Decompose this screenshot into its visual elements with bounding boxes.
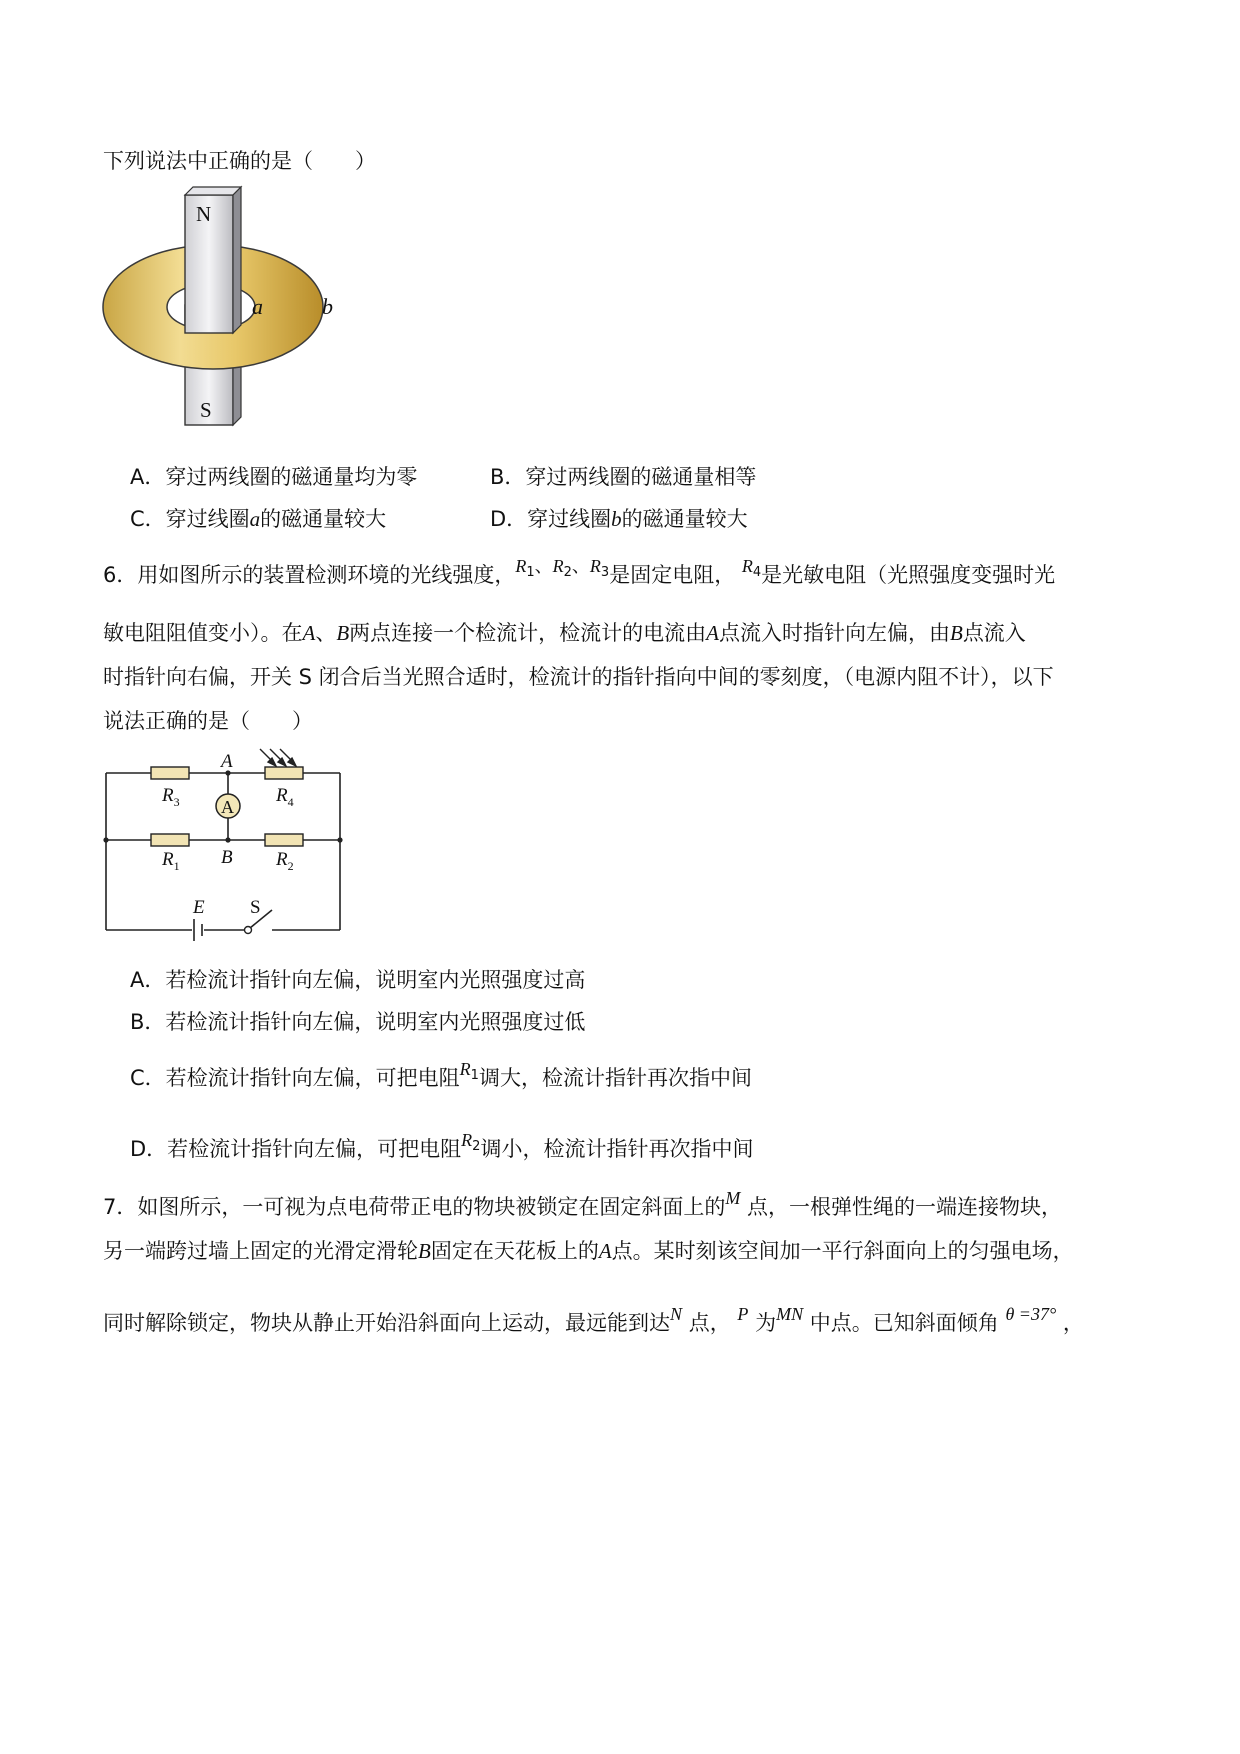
q6-line-2: 敏电阻阻值变小）。在A、B两点连接一个检流计，检流计的电流由A点流入时指针向左偏，由B点流入: [103, 621, 1026, 645]
q5-option-c: C．穿过线圈a的磁通量较大: [130, 507, 387, 531]
r4-label: $R_4$: [276, 785, 294, 809]
q5-stem: 下列说法中正确的是（ ）: [103, 149, 376, 173]
resistor-r3: [151, 767, 189, 779]
q7-line-2: 另一端跨过墙上固定的光滑定滑轮B固定在天花板上的A点。某时刻该空间加一平行斜面向上的匀强电场，: [103, 1239, 1074, 1263]
q5-option-b: B．穿过两线圈的磁通量相等: [490, 465, 757, 489]
q6-option-c: C．若检流计指针向左偏，可把电阻$R_1$调大，检流计指针再次指中间: [130, 1059, 752, 1090]
r2-label: $R_2$: [276, 849, 294, 873]
q5-option-a: A．穿过两线圈的磁通量均为零: [130, 465, 418, 489]
q6-option-b: B．若检流计指针向左偏，说明室内光照强度过低: [130, 1010, 586, 1034]
q5-option-d: D．穿过线圈b的磁通量较大: [490, 507, 748, 531]
point-b-label: B: [221, 847, 233, 868]
junction-right: [337, 837, 342, 842]
bridge-circuit-figure: [100, 745, 350, 945]
resistor-r2: [265, 834, 303, 846]
q6-line-4: 说法正确的是（ ）: [103, 709, 313, 733]
coil-a-label: a: [252, 294, 263, 319]
galvanometer-label: A: [221, 797, 234, 817]
q6-line-1: 6．用如图所示的装置检测环境的光线强度，$R_1$、$R_2$、$R_3$是固定电阻， $R_4$是光敏电阻（光照强度变强时光: [103, 556, 1056, 587]
q6-option-d: D．若检流计指针向左偏，可把电阻$R_2$调小，检流计指针再次指中间: [130, 1130, 754, 1161]
coil-b-label: b: [322, 294, 333, 319]
q6-line-3: 时指针向右偏，开关 S 闭合后当光照合适时，检流计的指针指向中间的零刻度，（电源内阻不计），以下: [103, 665, 1054, 689]
r1-label: $R_1$: [162, 849, 180, 873]
magnet-n-label: N: [196, 202, 212, 226]
q7-line-3: 同时解除锁定，物块从静止开始沿斜面向上运动，最远能到达N 点， P 为MN 中点。已知斜面倾角 θ =37° ，: [103, 1304, 1084, 1335]
switch-s-label: S: [250, 897, 261, 918]
magnet-top: [185, 187, 241, 195]
resistor-r4: [265, 767, 303, 779]
resistor-r1: [151, 834, 189, 846]
magnet-side-upper: [233, 187, 241, 333]
switch-contact: [245, 927, 252, 934]
magnet-s-label: S: [200, 398, 212, 422]
point-a-label: A: [221, 751, 233, 772]
junction-b: [225, 837, 230, 842]
magnet-coil-figure: [100, 185, 360, 435]
light-arrows-icon: [260, 749, 296, 766]
junction-left: [103, 837, 108, 842]
battery-e-label: E: [193, 897, 205, 918]
q6-option-a: A．若检流计指针向左偏，说明室内光照强度过高: [130, 968, 586, 992]
r3-label: $R_3$: [162, 785, 180, 809]
q7-line-1: 7．如图所示，一可视为点电荷带正电的物块被锁定在固定斜面上的M 点，一根弹性绳的一端连接物块，: [103, 1188, 1063, 1219]
